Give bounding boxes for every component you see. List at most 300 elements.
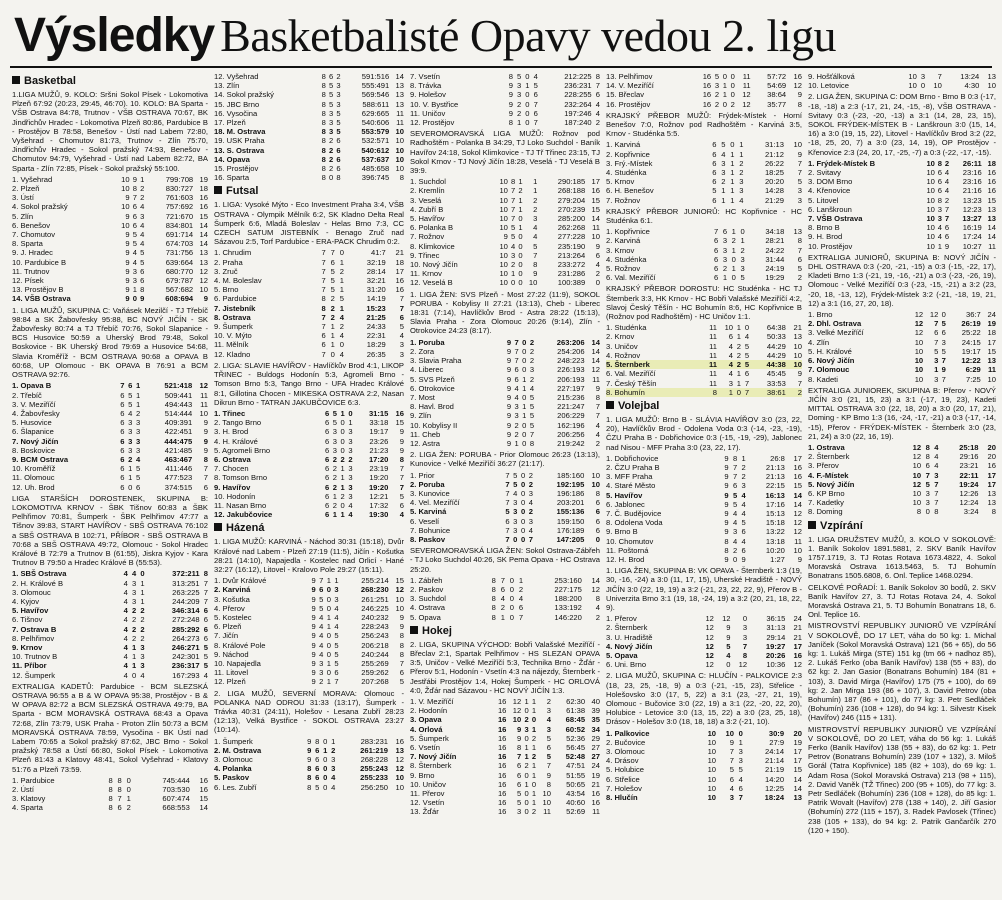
table-row	[214, 576, 404, 585]
results-paragraph: EXTRALIGA JUNIOREK, SKUPINA B: Přerov - NOVÝ JIČÍN 3:0 (21, 15, 23) a 3:1 (-17, 19, 23), Kadeti MITTAL OSTRAVA 3:0 (22, 18, 20) a 3:0 (20, 17, 21), Doming - KP Brno 1:3 (16, -24, -17, -21) a 0:3 (-17, -14, -15), Přerov - FRÝDEK-MÍSTEK - Šternberk 3:0 (23, 21, 24) a 3:0 (22, 16, 19).	[808, 385, 996, 441]
table-cell: 6	[934, 328, 939, 338]
table-row	[214, 501, 404, 510]
table-cell: 246:271	[171, 642, 200, 652]
table-row	[410, 347, 600, 356]
team-name: 7. Chocen	[214, 464, 249, 474]
table-cell: 9	[307, 755, 312, 765]
table-cell: 1	[128, 464, 133, 474]
table-row	[606, 527, 802, 536]
table-cell: 1	[730, 186, 735, 196]
table-cell: 4	[334, 612, 339, 622]
table-cell: 11	[543, 807, 551, 817]
table-row	[606, 236, 802, 245]
team-name: 6. Plzeň	[214, 622, 242, 632]
table-cell: 2	[736, 350, 742, 360]
table-row	[410, 594, 600, 603]
table-cell: 1	[531, 798, 537, 808]
table-cell: 521:418	[164, 381, 193, 391]
table-cell: 4	[944, 168, 950, 178]
table-cell: 691:714	[165, 230, 194, 240]
table-cell: 11	[742, 72, 751, 81]
table-cell: 17:32	[369, 500, 389, 510]
table-cell: 21	[793, 632, 802, 642]
table-cell: 7	[595, 81, 600, 91]
team-name: 9. Hošťálková	[808, 72, 855, 81]
team-name: 6. Veselí	[410, 516, 440, 526]
table-cell: 4	[339, 331, 344, 341]
team-name: 1. Zábřeh	[410, 575, 443, 585]
team-name: 3. MFF Praha	[606, 472, 653, 482]
table-cell: 24	[987, 310, 996, 320]
table-row	[214, 304, 404, 313]
table-cell: 1	[731, 245, 736, 255]
table-cell: 215:236	[557, 392, 585, 402]
table-cell: 14	[591, 356, 600, 366]
table-cell: 41:7	[371, 248, 386, 258]
table-cell: 7	[505, 470, 510, 480]
table-cell: 10	[926, 223, 935, 233]
table-cell: 8	[546, 779, 551, 789]
table-cell: 0	[520, 470, 526, 480]
table-cell: 3	[529, 365, 535, 375]
table-cell: 3	[524, 724, 529, 734]
team-name: 4. Kyjov	[12, 596, 40, 606]
table-cell: 2	[348, 454, 353, 464]
table-cell: 2	[730, 99, 735, 109]
table-cell: 8	[117, 775, 122, 785]
table-cell: 8	[724, 536, 729, 546]
table-cell: 11	[709, 350, 717, 360]
table-cell: 12	[591, 365, 600, 375]
table-row	[12, 464, 208, 473]
table-cell: 10	[395, 594, 404, 604]
team-name: 12. Veselá B	[410, 278, 453, 288]
team-name: 10. Prostějov	[808, 241, 853, 251]
table-cell: 7	[732, 462, 738, 472]
table-cell: 0	[513, 534, 518, 544]
table-cell: 14	[793, 490, 802, 500]
team-name: 2. Poruba	[410, 479, 445, 489]
table-cell: 1	[330, 331, 335, 341]
table-row	[214, 783, 404, 792]
table-cell: 22:15	[765, 481, 785, 491]
table-cell: 4	[203, 670, 208, 680]
table-cell: 1	[531, 761, 537, 771]
table-cell: 4	[399, 331, 404, 341]
table-cell: 5	[533, 81, 538, 91]
table-cell: 29	[591, 733, 600, 743]
table-cell: 0	[323, 755, 328, 765]
table-cell: 1	[730, 149, 735, 159]
team-name: 6. Šlapanice	[12, 427, 54, 437]
team-name: 2. Bučovice	[606, 737, 646, 747]
table-cell: 7	[321, 285, 326, 295]
table-cell: 0	[595, 278, 600, 288]
table-cell: 532:571	[361, 136, 390, 146]
table-cell: 23:16	[962, 168, 982, 178]
table-cell: 8	[399, 173, 404, 183]
table-cell: 8	[321, 145, 326, 155]
table-row	[808, 310, 996, 319]
table-cell: 13:24	[960, 72, 980, 81]
results-paragraph: 1. LIGA MUŽŮ: Brno B - SLÁVIA HAVÍŘOV 3:0 (23, 22, 20), Havlíčkův Brod - Odolena Voda 0:3 (-14, -23, -19), ČZU Praha B - Dobřichovice 0:3 (-15, -19, -29), Jablonec nad Nisou - MFF Praha 3:0 (23, 22, 17).	[606, 414, 802, 452]
table-cell: 7	[203, 473, 208, 483]
section-square-icon	[808, 521, 816, 529]
table-cell: 11	[709, 369, 717, 379]
table-cell: 8	[399, 649, 404, 659]
table-cell: 8	[797, 236, 802, 246]
table-cell: 15	[199, 794, 208, 804]
table-cell: 8	[108, 785, 113, 795]
table-row	[410, 421, 600, 430]
table-cell: 10	[926, 214, 935, 224]
standings-table	[606, 614, 802, 669]
table-cell: 246:225	[361, 603, 389, 613]
table-cell: 4	[533, 223, 538, 233]
table-row	[606, 500, 802, 509]
table-cell: 1	[730, 195, 735, 205]
table-cell: 11	[592, 807, 600, 817]
table-cell: 231:286	[557, 269, 586, 279]
team-name: 5. Paskov	[214, 773, 250, 783]
table-cell: 6	[120, 454, 125, 464]
table-cell: 1:27	[770, 554, 785, 564]
table-cell: 6	[140, 276, 145, 286]
table-cell: 5	[513, 479, 518, 489]
table-row	[606, 775, 802, 784]
table-row	[410, 613, 600, 622]
table-row	[410, 223, 600, 232]
table-cell: 16	[199, 785, 208, 795]
table-cell: 8	[321, 118, 326, 128]
table-cell: 147:205	[556, 534, 585, 544]
table-cell: 6	[941, 328, 946, 338]
table-cell: 1	[340, 510, 345, 520]
table-cell: 10:36	[766, 660, 786, 670]
table-cell: 3	[722, 245, 728, 255]
standings-table	[214, 737, 404, 792]
team-name: 6. Les. Zubří	[214, 782, 257, 792]
table-cell: 1	[518, 204, 523, 214]
table-cell: 4	[741, 536, 746, 546]
table-cell: 668:553	[162, 803, 190, 813]
table-cell: 6	[117, 803, 122, 813]
table-cell: 54:69	[767, 81, 787, 91]
team-name: 3. U. Hradiště	[606, 632, 653, 642]
table-cell: 3	[348, 445, 353, 455]
table-row	[410, 232, 600, 241]
table-cell: 6	[712, 177, 717, 187]
table-row	[606, 546, 802, 555]
table-cell: 12	[742, 90, 751, 100]
table-cell: 219:242	[557, 438, 585, 448]
table-cell: 4	[319, 612, 324, 622]
table-cell: 0	[323, 736, 328, 746]
table-row	[214, 668, 404, 677]
table-row	[214, 492, 404, 501]
table-cell: 11	[709, 341, 717, 351]
table-cell: 1	[524, 743, 529, 753]
table-cell: 236:231	[564, 81, 592, 91]
table-cell: 9	[724, 518, 729, 528]
table-cell: 1	[522, 402, 527, 412]
table-cell: 6:29	[965, 365, 981, 375]
table-cell: 16	[702, 72, 712, 81]
section-title: Volejbal	[618, 399, 660, 412]
table-cell: 2	[518, 584, 524, 594]
team-name: 6. Nový Jičín	[808, 356, 855, 366]
table-cell: 33:53	[766, 378, 786, 388]
table-row	[410, 196, 600, 205]
table-cell: 6	[712, 168, 717, 178]
table-cell: 7	[132, 193, 137, 203]
table-row	[410, 752, 600, 761]
table-cell: 6	[324, 436, 330, 446]
table-cell: 12	[395, 764, 404, 774]
table-row	[410, 585, 600, 594]
table-cell: 2	[514, 420, 519, 430]
table-cell: 9	[506, 420, 512, 430]
table-cell: 0	[522, 365, 527, 375]
table-cell: 7	[511, 195, 516, 205]
table-cell: 9	[506, 402, 512, 412]
table-cell: 1	[518, 223, 523, 233]
table-cell: 16:13	[765, 490, 785, 500]
team-name: 8. Paskov	[410, 534, 446, 544]
table-cell: 1	[128, 473, 133, 483]
team-name: 5. H. Králové	[808, 346, 852, 356]
table-cell: 2	[329, 154, 334, 164]
table-cell: 6	[140, 266, 145, 276]
table-cell: 40	[591, 697, 600, 706]
table-cell: 12	[512, 697, 522, 706]
table-cell: 0	[525, 118, 530, 128]
table-cell: 0	[595, 534, 600, 544]
team-name: 6. KP Brno	[808, 488, 845, 498]
team-name: 8. Havl. Brod	[410, 402, 454, 412]
table-cell: 10	[908, 72, 917, 81]
table-cell: 6	[120, 445, 125, 455]
table-cell: 56:45	[566, 743, 586, 753]
table-cell: 421:485	[164, 445, 193, 455]
table-cell: 0	[132, 670, 137, 680]
table-cell: 3	[136, 427, 141, 437]
table-row	[214, 267, 404, 276]
table-cell: 22:31	[366, 331, 386, 341]
table-cell: 5	[332, 418, 337, 428]
table-cell: 16	[987, 186, 996, 196]
table-cell: 7	[321, 248, 326, 258]
table-cell: 5	[203, 652, 208, 662]
table-cell: 1	[326, 677, 331, 687]
table-cell: 8	[321, 72, 326, 81]
team-name: 16. Vysočina	[214, 108, 258, 118]
team-name: 17. Plzeň	[214, 118, 246, 128]
table-row	[214, 248, 404, 257]
table-row	[12, 276, 208, 285]
table-cell: 8	[797, 99, 802, 109]
table-cell: 6	[937, 177, 943, 187]
table-cell: 6	[714, 245, 719, 255]
table-cell: 25:18	[959, 442, 979, 452]
table-cell: 16	[987, 461, 996, 471]
team-name: 5. SVS Plzeň	[410, 374, 455, 384]
table-cell: 5	[330, 266, 335, 276]
table-cell: 7	[934, 319, 939, 329]
table-cell: 15	[395, 418, 404, 428]
table-cell: 7	[321, 257, 326, 267]
team-name: 11. Přerov	[410, 789, 445, 799]
table-cell: 9	[506, 356, 512, 366]
table-cell: 5	[529, 392, 535, 402]
table-cell: 3	[136, 436, 141, 446]
team-name: 1. Vyšehrad	[12, 174, 53, 184]
table-cell: 2	[740, 245, 745, 255]
table-cell: 12	[912, 479, 922, 489]
table-cell: 1	[533, 186, 538, 196]
table-cell: 7	[937, 72, 942, 81]
team-name: 7. Vsetín	[410, 72, 440, 81]
table-cell: 2	[797, 273, 802, 283]
table-row	[214, 446, 404, 455]
table-cell: 3	[517, 81, 522, 91]
table-row	[606, 463, 802, 472]
table-cell: 16	[497, 706, 507, 716]
standings-table	[808, 443, 996, 517]
section-title: Házená	[226, 522, 265, 535]
table-cell: 10	[707, 793, 717, 803]
standings-table	[606, 323, 802, 397]
table-cell: 8	[321, 164, 326, 174]
table-cell: 290:185	[557, 177, 586, 187]
table-cell: 5	[740, 273, 745, 283]
team-name: 1. Brno	[808, 310, 833, 320]
table-row	[214, 483, 404, 492]
table-cell: 7	[505, 479, 510, 489]
table-cell: 6	[120, 399, 125, 409]
table-row	[12, 418, 208, 427]
table-cell: 21	[793, 623, 802, 633]
table-cell: 3	[329, 118, 334, 128]
table-row	[214, 677, 404, 686]
table-row	[12, 606, 208, 615]
table-cell: 21	[591, 779, 600, 789]
table-cell: 2	[721, 177, 726, 187]
table-cell: 4	[595, 420, 600, 430]
table-cell: 10	[542, 798, 551, 808]
table-cell: 2	[329, 145, 334, 155]
table-row	[214, 427, 404, 436]
table-cell: 19:20	[369, 473, 389, 483]
table-row	[606, 177, 802, 186]
table-cell: 18:25	[764, 168, 784, 178]
table-cell: 14	[591, 346, 600, 356]
team-name: 12. Písek	[12, 276, 44, 286]
table-row	[410, 761, 600, 770]
table-cell: 6	[324, 418, 330, 428]
table-cell: 253:160	[554, 575, 582, 585]
team-name: 5. Nový Jičín	[808, 479, 855, 489]
team-name: 4. Orlová	[410, 724, 443, 734]
table-cell: 34:18	[765, 227, 785, 237]
table-cell: 52:69	[566, 807, 586, 817]
table-cell: 5	[546, 752, 551, 762]
team-name: 12. Jakubčovice	[214, 510, 273, 520]
table-cell: 3	[399, 349, 404, 359]
table-cell: 639:664	[165, 257, 194, 267]
table-cell: 9	[724, 527, 729, 537]
table-cell: 8	[724, 545, 729, 555]
table-cell: 17:20	[368, 454, 389, 464]
table-cell: 26:22	[764, 158, 784, 168]
table-cell: 0	[522, 346, 527, 356]
team-name: 9. Havířov	[214, 482, 251, 492]
team-name: 6. Otrokovice	[410, 383, 455, 393]
table-row	[214, 585, 404, 594]
team-name: 6. Val. Meziříčí	[606, 273, 656, 283]
table-cell: 7	[505, 534, 510, 544]
table-cell: 3	[728, 378, 734, 388]
table-row	[606, 388, 802, 397]
team-name: 18. M. Ostrava	[214, 127, 266, 137]
table-cell: 14:20	[765, 774, 785, 784]
table-row	[808, 81, 996, 90]
table-cell: 255:214	[361, 576, 389, 586]
table-cell: 9	[533, 269, 538, 279]
standings-table	[606, 454, 802, 564]
table-cell: 262:268	[557, 223, 586, 233]
table-cell: 7	[528, 534, 533, 544]
table-row	[214, 650, 404, 659]
table-cell: 256:243	[361, 631, 389, 641]
table-cell: 259:262	[361, 668, 389, 678]
team-name: 3. Košutka	[214, 594, 250, 604]
team-name: 1. Kopřivnice	[606, 227, 650, 237]
table-row	[12, 202, 208, 211]
table-cell: 1	[132, 652, 137, 662]
table-cell: 9	[797, 90, 802, 100]
table-cell: 2	[531, 733, 537, 743]
team-name: 13. S. Ostrava	[214, 145, 265, 155]
table-cell: 1	[511, 269, 516, 279]
table-cell: 14	[199, 230, 208, 240]
table-cell: 10	[395, 603, 404, 613]
team-name: 11. Litovel	[214, 668, 249, 678]
table-cell: 5	[329, 90, 334, 100]
team-name: 4. Křenovice	[808, 186, 851, 196]
table-cell: 10	[707, 783, 717, 793]
team-name: 1. Třinec	[214, 408, 246, 418]
table-cell: 3	[140, 661, 145, 671]
table-cell: 8	[321, 90, 326, 100]
table-cell: 9	[741, 554, 746, 564]
team-name: 3. Krnov	[606, 245, 635, 255]
table-cell: 6	[315, 745, 320, 755]
table-cell: 21:19	[765, 765, 785, 775]
table-cell: 7	[319, 576, 324, 586]
table-cell: 2	[741, 472, 746, 482]
table-row	[606, 481, 802, 490]
team-name: 9. BCM Ostrava	[12, 454, 69, 464]
table-cell: 16	[199, 775, 208, 785]
table-cell: 8	[399, 640, 404, 650]
team-name: 1. Palkovice	[606, 728, 650, 738]
table-cell: 567:682	[165, 285, 194, 295]
table-cell: 1	[326, 658, 331, 668]
table-cell: 10	[499, 186, 508, 196]
table-cell: 5	[399, 322, 404, 332]
table-row	[214, 322, 404, 331]
